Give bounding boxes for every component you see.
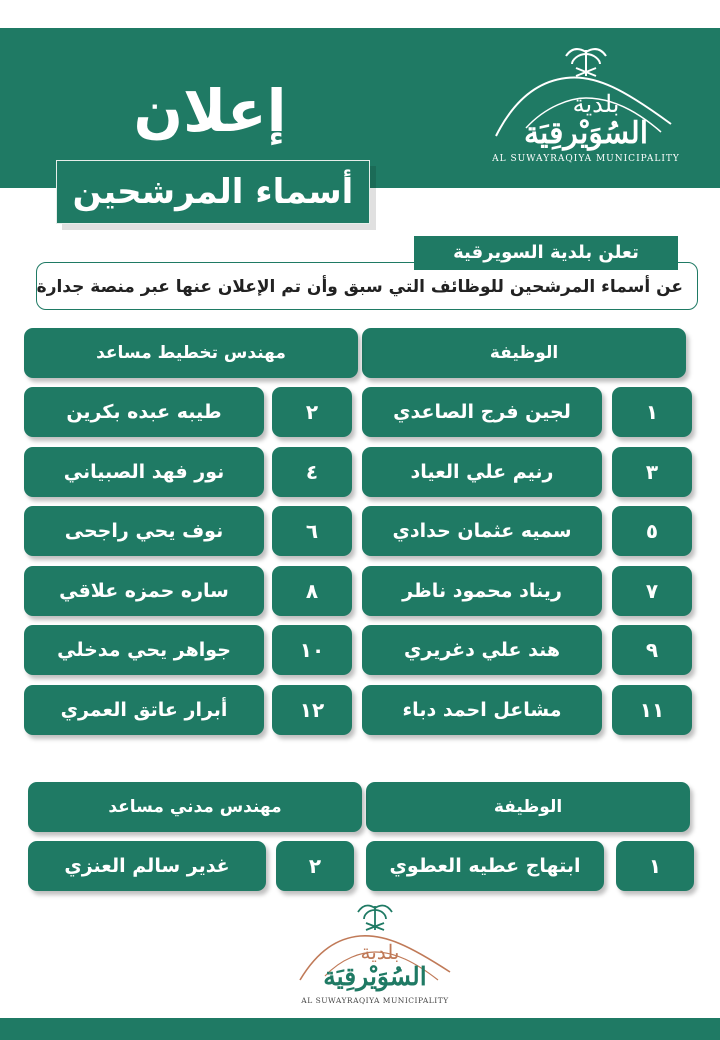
logo-arabic-line1: بلدية xyxy=(572,90,620,118)
candidate-name: طيبه عبده بكرين xyxy=(24,387,264,437)
intro-text: عن أسماء المرشحين للوظائف التي سبق وأن تم الإعلان عنها عبر منصة جدارة xyxy=(36,277,683,297)
candidate-number: ٢ xyxy=(272,387,352,437)
footer-logo-english: AL SUWAYRAQIYA MUNICIPALITY xyxy=(301,996,449,1005)
candidate-number: ٢ xyxy=(276,841,354,891)
candidate-name: أبرار عاتق العمري xyxy=(24,685,264,735)
candidate-number: ١٢ xyxy=(272,685,352,735)
candidate-name: ساره حمزه علاقي xyxy=(24,566,264,616)
candidate-name: سميه عثمان حدادي xyxy=(362,506,602,556)
candidate-number: ٣ xyxy=(612,447,692,497)
candidate-name: لجين فرج الصاعدي xyxy=(362,387,602,437)
logo-english: AL SUWAYRAQIYA MUNICIPALITY xyxy=(492,154,680,164)
candidate-number: ١ xyxy=(616,841,694,891)
candidate-name: هند علي دغريري xyxy=(362,625,602,675)
candidate-number: ٨ xyxy=(272,566,352,616)
candidate-number: ١١ xyxy=(612,685,692,735)
municipality-logo xyxy=(486,36,686,176)
candidate-number: ١٠ xyxy=(272,625,352,675)
job-title-header: مهندس مدني مساعد xyxy=(28,782,362,832)
candidate-number: ٥ xyxy=(612,506,692,556)
candidate-name: مشاعل احمد دباء xyxy=(362,685,602,735)
intro-heading: تعلن بلدية السويرقية xyxy=(414,236,678,270)
candidate-number: ٤ xyxy=(272,447,352,497)
candidate-number: ٦ xyxy=(272,506,352,556)
candidate-name: غدير سالم العنزي xyxy=(28,841,266,891)
candidate-name: ريناد محمود ناظر xyxy=(362,566,602,616)
logo-arabic-line2: السُوَيْرقِيَة xyxy=(523,116,649,151)
page-subtitle: أسماء المرشحين xyxy=(56,160,370,224)
candidate-number: ٩ xyxy=(612,625,692,675)
page-title: إعلان xyxy=(133,77,287,145)
footer-logo xyxy=(290,900,460,1015)
candidate-name: نوف يحي راجحى xyxy=(24,506,264,556)
candidate-number: ٧ xyxy=(612,566,692,616)
candidate-name: نور فهد الصبياني xyxy=(24,447,264,497)
candidate-name: ابتهاج عطيه العطوي xyxy=(366,841,604,891)
candidate-number: ١ xyxy=(612,387,692,437)
candidate-name: رنيم علي العياد xyxy=(362,447,602,497)
footer-logo-arabic-line2: السُوَيْرقِيَة xyxy=(323,962,427,991)
footer-logo-arabic-line1: بلدية xyxy=(360,940,400,964)
candidate-name: جواهر يحي مدخلي xyxy=(24,625,264,675)
job-label-header: الوظيفة xyxy=(362,328,686,378)
job-label-header: الوظيفة xyxy=(366,782,690,832)
job-title-header: مهندس تخطيط مساعد xyxy=(24,328,358,378)
footer-bar xyxy=(0,1018,720,1040)
